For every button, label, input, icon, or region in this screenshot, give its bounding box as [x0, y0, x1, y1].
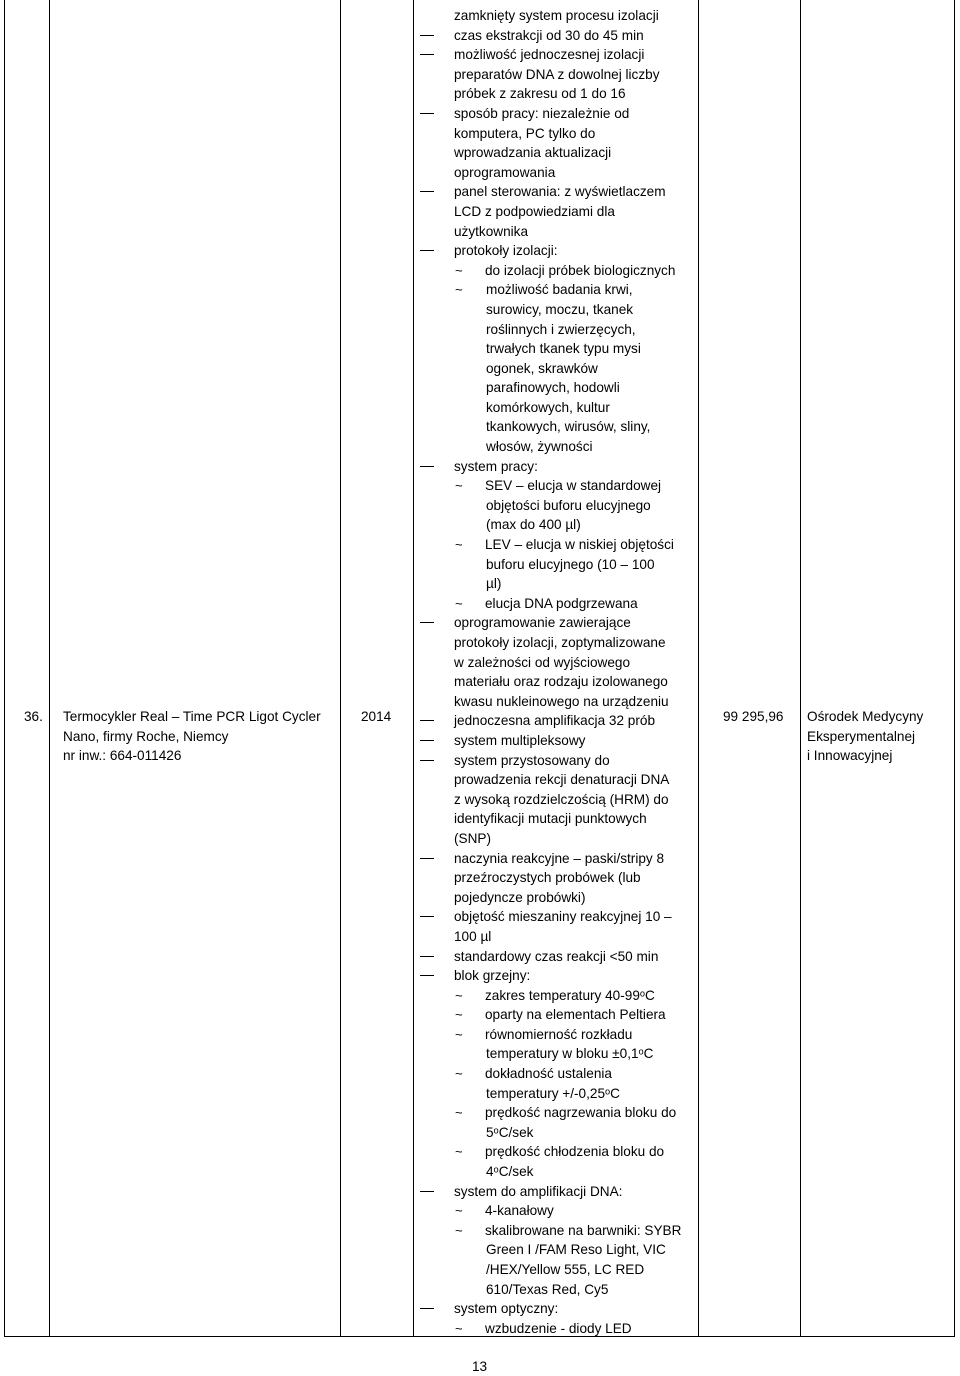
spec-line-text: surowicy, moczu, tkanek: [486, 301, 634, 317]
unit-line: Ośrodek Medycyny: [807, 709, 924, 724]
column-divider: [413, 0, 414, 1337]
spec-line-text: jednoczesna amplifikacja 32 prób: [454, 713, 656, 729]
spec-line: [420, 496, 702, 516]
spec-line: [420, 986, 702, 1006]
spec-line: [420, 574, 702, 594]
spec-line: [420, 653, 702, 673]
spec-line: [420, 26, 702, 46]
spec-line: [420, 829, 702, 849]
spec-line-text: zakres temperatury 40-99ᵒC: [485, 987, 655, 1003]
column-divider: [340, 0, 341, 1337]
spec-line-text: użytkownika: [454, 223, 529, 239]
spec-line-text: trwałych tkanek typu mysi: [486, 341, 641, 357]
spec-line: [420, 280, 702, 300]
spec-line: [420, 457, 702, 477]
spec-line-text: czas ekstrakcji od 30 do 45 min: [454, 27, 644, 43]
spec-line-text: identyfikacji mutacji punktowych: [454, 811, 647, 827]
dash-bullet-icon: [420, 740, 434, 741]
spec-line: [420, 868, 702, 888]
spec-line: [420, 555, 702, 575]
spec-line-text: system przystosowany do: [454, 752, 610, 768]
spec-line-text: ogonek, skrawków: [486, 360, 598, 376]
spec-line-text: do izolacji próbek biologicznych: [485, 262, 676, 278]
spec-line-text: blok grzejny:: [454, 968, 531, 984]
spec-line: [420, 790, 702, 810]
spec-line: [420, 65, 702, 85]
spec-line: [420, 672, 702, 692]
spec-line: [420, 692, 702, 712]
spec-line-text: SEV – elucja w standardowej: [485, 478, 662, 494]
spec-line: [420, 6, 702, 26]
spec-line: [420, 437, 702, 457]
spec-line-text: preparatów DNA z dowolnej liczby: [454, 66, 660, 82]
spec-line-text: µl): [486, 576, 502, 592]
spec-line-text: temperatury +/-0,25ᵒC: [486, 1085, 620, 1101]
spec-line: [420, 476, 702, 496]
spec-line-text: z wysoką rozdzielczością (HRM) do: [454, 791, 669, 807]
spec-line: [420, 417, 702, 437]
equipment-name-line: Termocykler Real – Time PCR Ligot Cycler: [63, 709, 321, 724]
spec-line: [420, 241, 702, 261]
spec-line: [420, 143, 702, 163]
spec-line-text: prędkość chłodzenia bloku do: [485, 1144, 665, 1160]
spec-line: [420, 1319, 702, 1339]
spec-line-text: kwasu nukleinowego na urządzeniu: [454, 693, 669, 709]
spec-line: [420, 1025, 702, 1045]
spec-line-text: /HEX/Yellow 555, LC RED: [486, 1262, 645, 1277]
spec-line-text: wzbudzenie - diody LED: [485, 1320, 632, 1336]
spec-line: [420, 751, 702, 771]
column-divider: [49, 0, 50, 1337]
spec-line-text: komórkowych, kultur: [486, 399, 610, 415]
spec-line: [420, 1005, 702, 1025]
spec-line: [420, 1299, 702, 1319]
spec-line: [420, 888, 702, 908]
spec-line-text: roślinnych i zwierzęcych,: [486, 321, 636, 337]
spec-line-text: włosów, żywności: [486, 439, 593, 455]
spec-line: [420, 1260, 702, 1280]
spec-line-text: 100 µl: [454, 928, 492, 944]
spec-line: [420, 182, 702, 202]
dash-bullet-icon: [420, 622, 434, 623]
spec-line-text: LCD z podpowiedziami dla: [454, 203, 615, 219]
spec-line: [420, 359, 702, 379]
dash-bullet-icon: [420, 975, 434, 976]
row-number: 36.: [24, 709, 43, 724]
tilde-bullet-icon: ~: [455, 1105, 463, 1121]
unit-line: Eksperymentalnej: [807, 728, 916, 744]
spec-line: [420, 1162, 702, 1182]
tilde-bullet-icon: ~: [455, 1144, 463, 1160]
spec-line-text: sposób pracy: niezależnie od: [454, 105, 630, 121]
tilde-bullet-icon: ~: [455, 1320, 463, 1336]
spec-line: [420, 770, 702, 790]
spec-line-text: skalibrowane na barwniki: SYBR: [485, 1222, 682, 1238]
spec-line-text: (SNP): [454, 830, 492, 846]
dash-bullet-icon: [420, 250, 434, 251]
spec-line: [420, 261, 702, 281]
year: 2014: [361, 709, 392, 724]
spec-line-text: 610/Texas Red, Cy5: [486, 1281, 609, 1297]
spec-line: [420, 1221, 702, 1241]
spec-line: [420, 1201, 702, 1221]
spec-line: [420, 1182, 702, 1202]
dash-bullet-icon: [420, 1191, 434, 1192]
spec-line-text: elucja DNA podgrzewana: [485, 595, 638, 611]
spec-line-text: prowadzenia rekcji denaturacji DNA: [454, 772, 670, 788]
spec-line: [420, 907, 702, 927]
spec-line-text: protokoły izolacji:: [454, 243, 558, 259]
unit-line: i Innowacyjnej: [807, 748, 893, 764]
spec-line-text: LEV – elucja w niskiej objętości: [485, 537, 674, 553]
spec-line: [420, 515, 702, 535]
spec-line-text: system do amplifikacji DNA:: [454, 1183, 623, 1199]
spec-line: [420, 613, 702, 633]
spec-line: [420, 378, 702, 398]
spec-line: [420, 300, 702, 320]
tilde-bullet-icon: ~: [455, 987, 463, 1003]
spec-line-text: standardowy czas reakcji <50 min: [454, 948, 659, 964]
tilde-bullet-icon: ~: [455, 595, 463, 611]
spec-line-text: możliwość badania krwi,: [486, 282, 633, 298]
spec-line: [420, 947, 702, 967]
spec-line: [420, 339, 702, 359]
dash-bullet-icon: [420, 916, 434, 917]
spec-line: [420, 633, 702, 653]
spec-line: [420, 1084, 702, 1104]
spec-line-text: naczynia reakcyjne – paski/stripy 8: [454, 850, 665, 866]
spec-line-text: buforu elucyjnego (10 – 100: [486, 556, 655, 572]
spec-line: [420, 1064, 702, 1084]
spec-line: [420, 1103, 702, 1123]
spec-line-text: 5ᵒC/sek: [486, 1124, 534, 1140]
dash-bullet-icon: [420, 54, 434, 55]
tilde-bullet-icon: ~: [455, 282, 463, 298]
spec-line: [420, 104, 702, 124]
spec-line: [420, 320, 702, 340]
spec-line-text: temperatury w bloku ±0,1ᵒC: [486, 1046, 654, 1062]
spec-line-text: tkankowych, wirusów, sliny,: [486, 419, 651, 435]
spec-line: [420, 163, 702, 183]
spec-line: [420, 1280, 702, 1300]
equipment-name: [63, 707, 321, 766]
organizational-unit: [807, 707, 923, 766]
spec-line: [420, 711, 702, 731]
spec-line-text: 4ᵒC/sek: [486, 1164, 534, 1180]
column-divider: [800, 0, 801, 1337]
dash-bullet-icon: [420, 466, 434, 467]
spec-line: [420, 222, 702, 242]
spec-line-text: protokoły izolacji, zoptymalizowane: [454, 635, 666, 650]
spec-line: [420, 966, 702, 986]
spec-line: [420, 535, 702, 555]
dash-bullet-icon: [420, 1308, 434, 1309]
spec-line: [420, 1044, 702, 1064]
tilde-bullet-icon: ~: [455, 1066, 463, 1082]
dash-bullet-icon: [420, 956, 434, 957]
spec-line-text: 4-kanałowy: [485, 1203, 554, 1219]
spec-line-text: oprogramowania: [454, 164, 556, 180]
spec-line-text: prędkość nagrzewania bloku do: [485, 1105, 677, 1121]
tilde-bullet-icon: ~: [455, 262, 463, 278]
spec-line: [420, 1123, 702, 1143]
spec-line-text: próbek z zakresu od 1 do 16: [454, 86, 626, 102]
dash-bullet-icon: [420, 113, 434, 114]
spec-line-text: pojedyncze probówki): [454, 889, 586, 905]
spec-line-text: oprogramowanie zawierające: [454, 615, 631, 631]
spec-line-text: materiału oraz rodzaju izolowanego: [454, 674, 668, 690]
dash-bullet-icon: [420, 720, 434, 721]
spec-line-text: objętość mieszaniny reakcyjnej 10 –: [454, 909, 672, 925]
dash-bullet-icon: [420, 191, 434, 192]
spec-line-text: przeźroczystych probówek (lub: [454, 870, 641, 886]
spec-line-text: system multipleksowy: [454, 732, 586, 748]
dash-bullet-icon: [420, 858, 434, 859]
spec-line-text: dokładność ustalenia: [485, 1066, 612, 1082]
spec-line: [420, 1240, 702, 1260]
spec-line: [420, 849, 702, 869]
dash-bullet-icon: [420, 760, 434, 761]
spec-line: [420, 398, 702, 418]
spec-line-text: w zależności od wyjściowego: [454, 654, 631, 670]
spec-line: [420, 45, 702, 65]
spec-line: [420, 731, 702, 751]
tilde-bullet-icon: ~: [455, 1007, 463, 1023]
spec-line-text: oparty na elementach Peltiera: [485, 1007, 666, 1023]
spec-line-text: zamknięty system procesu izolacji: [454, 8, 659, 23]
spec-line: [420, 927, 702, 947]
spec-line: [420, 809, 702, 829]
specification-list: [420, 6, 702, 1338]
tilde-bullet-icon: ~: [455, 478, 463, 494]
spec-line-text: objętości buforu elucyjnego: [486, 497, 651, 513]
spec-line: [420, 84, 702, 104]
value: 99 295,96: [723, 709, 784, 724]
spec-line: [420, 202, 702, 222]
spec-line: [420, 594, 702, 614]
dash-bullet-icon: [420, 35, 434, 36]
tilde-bullet-icon: ~: [455, 537, 463, 553]
spec-line-text: panel sterowania: z wyświetlaczem: [454, 184, 666, 200]
equipment-name-line: nr inw.: 664-011426: [63, 748, 182, 764]
tilde-bullet-icon: ~: [455, 1026, 463, 1042]
spec-line: [420, 124, 702, 144]
spec-line-text: (max do 400 µl): [486, 517, 581, 533]
tilde-bullet-icon: ~: [455, 1222, 463, 1238]
spec-line-text: parafinowych, hodowli: [486, 380, 620, 396]
tilde-bullet-icon: ~: [455, 1203, 463, 1219]
spec-line-text: system optyczny:: [454, 1301, 559, 1317]
spec-line-text: Green I /FAM Reso Light, VIC: [486, 1242, 666, 1258]
spec-line: [420, 1142, 702, 1162]
spec-line-text: równomierność rozkładu: [485, 1026, 633, 1042]
spec-line-text: możliwość jednoczesnej izolacji: [454, 47, 645, 63]
spec-line-text: wprowadzania aktualizacji: [454, 145, 612, 161]
spec-line-text: system pracy:: [454, 458, 538, 474]
equipment-name-line: Nano, firmy Roche, Niemcy: [63, 728, 229, 744]
page-number: 13: [472, 1359, 488, 1374]
spec-line-text: komputera, PC tylko do: [454, 125, 596, 141]
